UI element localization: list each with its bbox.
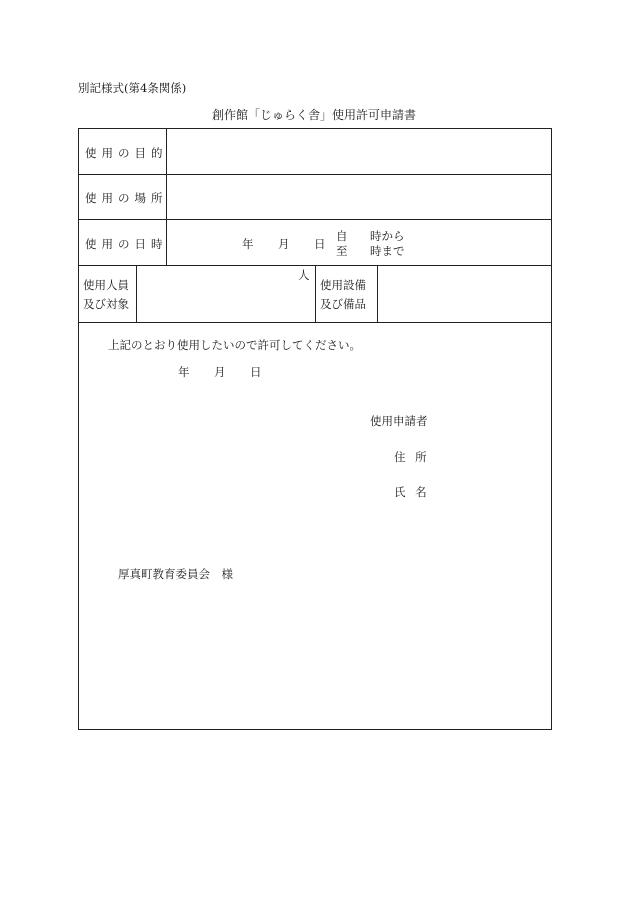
request-date-year: 年 (178, 365, 190, 379)
place-field[interactable] (168, 176, 550, 218)
request-date-day: 日 (250, 365, 262, 379)
persons-unit: 人 (298, 268, 310, 282)
purpose-field[interactable] (168, 130, 550, 173)
month-char: 月 (278, 237, 290, 251)
name-label: 氏 名 (394, 485, 430, 499)
to-char: 至 (336, 244, 348, 258)
purpose-label: 使用の目的 (85, 146, 168, 160)
document-title: 創作館「じゅらく舎」使用許可申請書 (212, 108, 417, 122)
equipment-label-line1: 使用設備 (320, 278, 366, 292)
persons-label-line1: 使用人員 (83, 278, 129, 292)
equipment-field[interactable] (379, 267, 550, 321)
address-label: 住 所 (394, 450, 430, 464)
to-suffix: 時まで (370, 244, 405, 258)
from-suffix: 時から (370, 229, 405, 243)
year-char: 年 (242, 237, 254, 251)
applicant-label: 使用申請者 (370, 414, 428, 428)
datetime-label: 使用の日時 (85, 237, 168, 251)
equipment-label-line2: 及び備品 (320, 297, 366, 311)
place-label: 使用の場所 (85, 191, 168, 205)
addressee: 厚真町教育委員会 様 (118, 567, 233, 581)
request-text: 上記のとおり使用したいので許可してください。 (108, 338, 361, 352)
persons-label-line2: 及び対象 (83, 297, 129, 311)
datetime-field[interactable] (168, 221, 550, 264)
day-char: 日 (314, 237, 326, 251)
form-reference: 別記様式(第4条関係) (78, 81, 187, 95)
from-char: 自 (336, 229, 348, 243)
request-date-month: 月 (214, 365, 226, 379)
persons-field[interactable] (138, 267, 314, 321)
